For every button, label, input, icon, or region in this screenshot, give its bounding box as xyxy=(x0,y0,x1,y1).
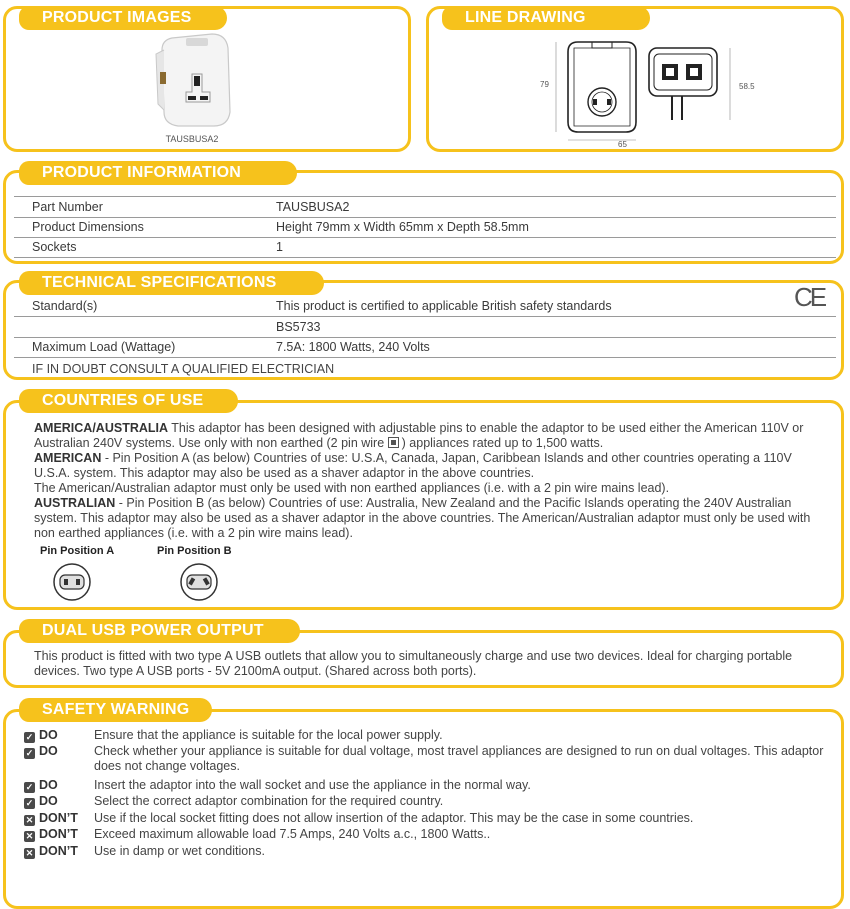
info-label: Part Number xyxy=(32,200,103,214)
info-row-part-number xyxy=(14,196,836,218)
info-label: Product Dimensions xyxy=(32,220,144,234)
spec-row-standards xyxy=(14,296,836,317)
countries-paragraph-australian: AUSTRALIAN - Pin Position B (as below) Countries of use: Australia, New Zealand and the Pacific Islands operating the 240V Australian system. This adaptor may also be used as a shaver adaptor in the above countries. The American/Australian adaptor must only be used with non earthed appliances (i.e. with a 2 pin wire mains lead). xyxy=(34,496,811,540)
drawing-depth-label: 58.5 xyxy=(739,82,755,91)
countries-heading-american: AMERICAN xyxy=(34,451,102,465)
spec-row-load xyxy=(14,337,836,358)
info-value: TAUSBUSA2 xyxy=(276,200,350,214)
info-value: Height 79mm x Width 65mm x Depth 58.5mm xyxy=(276,220,529,234)
countries-paragraph-note: The American/Australian adaptor must only be used with non earthed appliances (i.e. with a 2 pin wire mains lead). xyxy=(34,481,670,495)
check-icon: ✓ xyxy=(25,782,34,792)
countries-paragraph-america-australia: AMERICA/AUSTRALIA This adaptor has been designed with adjustable pins to enable the adaptor to be used either the American 110V or Australian 240V systems. Use only with non earthed (2 pin wire ) appliances rated up to 1,500 watts. xyxy=(34,421,804,450)
countries-heading-australian: AUSTRALIAN xyxy=(34,496,116,510)
safety-warning-header: SAFETY WARNING xyxy=(29,698,212,722)
pin-position-a-label: Pin Position A xyxy=(40,545,115,557)
dual-usb-header: DUAL USB POWER OUTPUT xyxy=(29,619,300,643)
cross-icon: ✕ xyxy=(25,848,34,858)
spec-label: Maximum Load (Wattage) xyxy=(32,340,176,354)
technical-specifications-header: TECHNICAL SPECIFICATIONS xyxy=(29,271,324,295)
product-image-caption: TAUSBUSA2 xyxy=(165,134,219,144)
product-photo xyxy=(150,30,238,130)
pin-position-b-icon xyxy=(177,562,221,602)
two-pin-wire-icon xyxy=(388,437,399,448)
countries-paragraph-american: AMERICAN - Pin Position A (as below) Countries of use: U.S.A, Canada, Japan, Caribbean Islands and other countries operating a 110V U.S.A. system. This adaptor may also be used as a shaver adaptor in the above countries. xyxy=(34,451,792,480)
check-icon: ✓ xyxy=(25,732,34,742)
spec-value: BS5733 xyxy=(276,320,321,334)
spec-value: This product is certified to applicable British safety standards xyxy=(276,299,612,313)
info-row-sockets xyxy=(14,237,836,258)
cross-icon: ✕ xyxy=(25,815,34,825)
countries-heading-america-australia: AMERICA/AUSTRALIA xyxy=(34,421,169,435)
cross-icon: ✕ xyxy=(25,831,34,841)
pin-position-b-label: Pin Position B xyxy=(157,545,232,557)
usb-description: This product is fitted with two type A USB outlets that allow you to simultaneously charge and use two devices. Ideal for charging portable devices. Two type A USB ports - 5V 2100mA output. (Shared across both ports). xyxy=(34,649,793,678)
countries-of-use-header: COUNTRIES OF USE xyxy=(29,389,238,413)
pin-position-a-icon xyxy=(50,562,94,602)
drawing-width-label: 65 xyxy=(618,140,627,149)
spec-row-bs xyxy=(14,317,836,338)
spec-notice: IF IN DOUBT CONSULT A QUALIFIED ELECTRICIAN xyxy=(32,362,335,376)
ce-mark: CE xyxy=(794,282,825,312)
check-icon: ✓ xyxy=(25,798,34,808)
product-images-header: PRODUCT IMAGES xyxy=(29,6,227,30)
info-row-dimensions xyxy=(14,217,836,238)
line-drawing-header: LINE DRAWING xyxy=(452,6,650,30)
countries-text xyxy=(34,421,824,541)
spec-label: Standard(s) xyxy=(32,299,98,313)
info-label: Sockets xyxy=(32,240,77,254)
line-drawing-figure xyxy=(536,38,776,150)
drawing-height-label: 79 xyxy=(540,80,549,89)
product-information-header: PRODUCT INFORMATION xyxy=(29,161,297,185)
spec-value: 7.5A: 1800 Watts, 240 Volts xyxy=(276,340,430,354)
check-icon: ✓ xyxy=(25,748,34,758)
info-value: 1 xyxy=(276,240,283,254)
